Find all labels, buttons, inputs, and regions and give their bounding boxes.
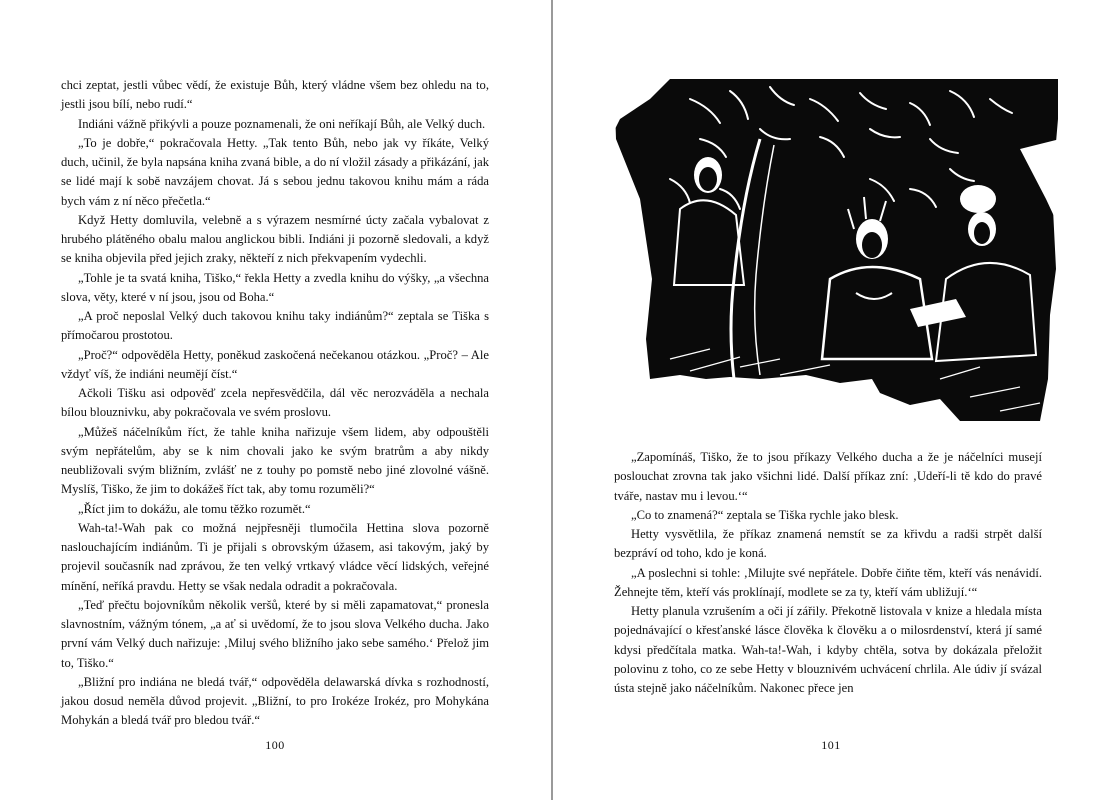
paragraph: chci zeptat, jestli vůbec vědí, že existuje Bůh, který vládne všem bez ohledu na to, jestli jsou bílí, nebo rudí.“ xyxy=(61,78,489,112)
paragraph: „Tohle je ta svatá kniha, Tiško,“ řekla Hetty a zvedla knihu do výšky, „a všechna slova, věty, které v ní jsou, jsou od Boha.“ xyxy=(61,270,489,304)
paragraph: „Můžeš náčelníkům říct, že tahle kniha nařizuje všem lidem, aby odpouštěli svým nepřátelům, aby se k nim chovali jako ke svým bratrům a aby nikdy neubližovali svým bližním, zvlášť ne z touhy po pomstě nebo jiné zlovolné vášně. Myslíš, Tiško, že jim to dokážeš říct tak, aby tomu rozuměli?“ xyxy=(61,424,489,497)
paragraph: Ačkoli Tišku asi odpověď zcela nepřesvědčila, dál věc nerozváděla a nechala bílou blouznivku, aby pokračovala ve svém proslovu. xyxy=(61,386,489,420)
paragraph: „A proč neposlal Velký duch takovou knihu taky indiánům?“ zeptala se Tiška s přímočarou prostotou. xyxy=(61,309,489,343)
paragraph: Hetty planula vzrušením a oči jí zářily. Překotně listovala v knize a hledala místa pojednávající o křesťanské lásce člověka k člověku a o milosrdenství, která jí samé kdysi předčítala matka. Wah-ta!-Wah, i kdyby chtěla, sotva by dokázala přeložit polovinu z toho, co ze sebe Hetty v blouznivém uchvácení chrlila. Ale údiv jí svázal ústa stejně jako náčelníkům. Nakonec přece jen xyxy=(614,604,1042,695)
paragraph: „Proč?“ odpověděla Hetty, poněkud zaskočená nečekanou otázkou. „Proč? – Ale vždyť víš, že indiáni neumějí číst.“ xyxy=(61,347,489,381)
paragraph: „Říct jim to dokážu, ale tomu těžko rozumět.“ xyxy=(78,501,311,516)
paragraph: Hetty vysvětlila, že příkaz znamená nemstít se za křivdu a radši strpět další bezpráví od toho, kdo je koná. xyxy=(614,527,1042,561)
page-number: 100 xyxy=(265,738,285,752)
illustration xyxy=(610,79,1060,421)
paragraph: Indiáni vážně přikývli a pouze poznamenali, že oni neříkají Bůh, ale Velký duch. xyxy=(78,116,486,131)
right-page xyxy=(553,0,1104,800)
right-page-text xyxy=(614,448,1042,698)
left-page-text xyxy=(61,76,489,731)
paragraph: „Bližní pro indiána ne bledá tvář,“ odpověděla delawarská dívka s rozhodností, jakou dosud neměla důvod projevit. „Bližní, to pro Irokéze Irokéz, pro Mohykána Mohykán a bledá tvář pro bledou tvář.“ xyxy=(61,674,489,728)
page-number: 101 xyxy=(821,738,841,752)
paragraph: „To je dobře,“ pokračovala Hetty. „Tak tento Bůh, nebo jak vy říkáte, Velký duch, učinil, že byla napsána kniha zvaná bible, a do ní vložil zásady a přikázání, jak se lidé mají k sobě navzájem chovat. Já s sebou jednu takovou knihu mám a ráda bych vám z ní něco přečetla.“ xyxy=(61,135,489,208)
paragraph: „A poslechni si tohle: ‚Milujte své nepřátele. Dobře čiňte těm, kteří vás nenávidí. Žehnejte těm, kteří vás proklínají, modlete se za ty, kteří vám ubližují.‘“ xyxy=(614,565,1042,599)
paragraph: „Zapomínáš, Tiško, že to jsou příkazy Velkého ducha a že je náčelníci musejí poslouchat zrovna tak jako všichni lidé. Další příkaz zní: ‚Udeří-li tě kdo do pravé tváře, nastav mu i levou.‘“ xyxy=(614,450,1042,503)
paragraph: Wah-ta!-Wah pak co možná nejpřesněji tlumočila Hettina slova pozorně naslouchajícím indiánům. Ti je přijali s obrovským úžasem, asi takovým, jaký by projevil současník nad zprávou, že ten velký vrtkavý vládce věcí lidských, veřejné mínění, neříká pravdu. Hetty se však nedala odradit a pokračovala. xyxy=(61,520,489,593)
paragraph: Když Hetty domluvila, velebně a s výrazem nesmírné úcty začala vybalovat z hrubého plátěného obalu malou anglickou bibli. Indiáni ji pozorně sledovali, a když se kniha objevila před jejich zraky, někteří z nich překvapením vydechli. xyxy=(61,212,489,266)
paragraph: „Teď přečtu bojovníkům několik veršů, které by si měli zapamatovat,“ pronesla slavnostním, vážným tónem, „a ať si uvědomí, že to jsou slova Velkého ducha. Jako první vám Velký duch nařizuje: ‚Miluj svého bližního jako sebe samého.‘ Přelož jim to, Tiško.“ xyxy=(61,597,489,670)
paragraph: „Co to znamená?“ zeptala se Tiška rychle jako blesk. xyxy=(631,507,899,522)
left-page xyxy=(0,0,551,800)
